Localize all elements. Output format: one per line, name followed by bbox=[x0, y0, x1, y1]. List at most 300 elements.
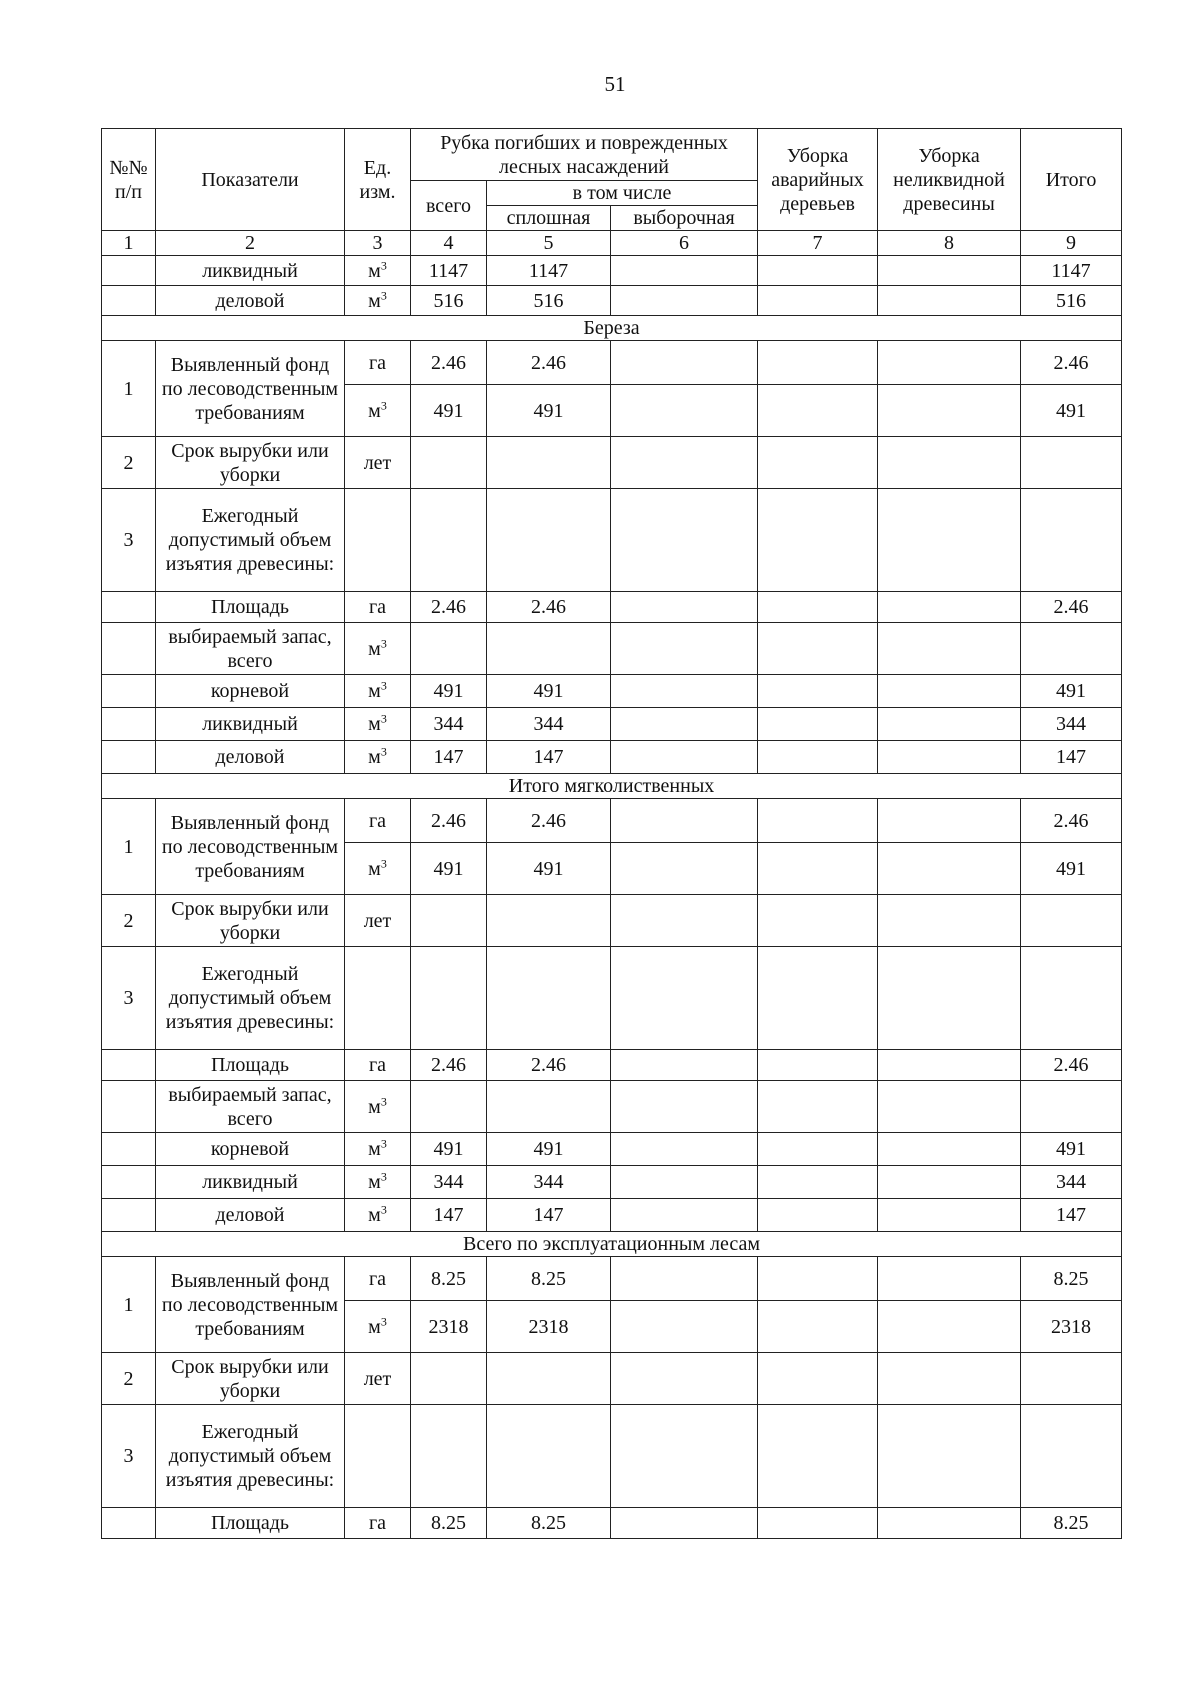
cell-text: 491 bbox=[1056, 399, 1087, 422]
empty-cell bbox=[758, 947, 878, 1050]
value-itogo bbox=[1021, 256, 1122, 286]
table-row bbox=[102, 623, 1122, 675]
row-num-cell bbox=[102, 1199, 156, 1232]
value-emergency bbox=[758, 708, 878, 741]
empty-cell bbox=[411, 489, 487, 592]
cell-text: м bbox=[368, 746, 381, 768]
row-num-cell bbox=[102, 1050, 156, 1081]
row-num-cell bbox=[102, 1166, 156, 1199]
value-illiquid bbox=[878, 1166, 1021, 1199]
cell-text: 344 bbox=[433, 713, 464, 735]
value-itogo bbox=[1021, 286, 1122, 316]
empty-cell bbox=[611, 437, 758, 489]
cell-text: 3 bbox=[123, 1445, 134, 1467]
value-itogo bbox=[1021, 1050, 1122, 1081]
cell-text: Срок вырубки или уборки bbox=[171, 897, 329, 944]
value-illiquid bbox=[878, 708, 1021, 741]
value-itogo bbox=[1021, 708, 1122, 741]
value-itogo bbox=[1021, 1508, 1122, 1539]
value-itogo bbox=[1021, 675, 1122, 708]
table-row bbox=[102, 256, 1122, 286]
indicator-cell bbox=[156, 799, 345, 895]
table-row bbox=[102, 708, 1122, 741]
cell-text: м bbox=[368, 399, 381, 422]
empty-cell bbox=[878, 341, 1021, 385]
cell-text: м bbox=[368, 637, 381, 660]
table-row bbox=[102, 1050, 1122, 1081]
header-itogo: Итого bbox=[1021, 129, 1122, 231]
table-row bbox=[102, 1166, 1122, 1199]
value-illiquid bbox=[878, 286, 1021, 316]
cell-text: 8.25 bbox=[431, 1512, 466, 1534]
cell-text: м bbox=[368, 1315, 381, 1338]
empty-cell bbox=[1021, 1353, 1122, 1405]
value-clear bbox=[487, 708, 611, 741]
indicator-cell bbox=[156, 286, 345, 316]
value-illiquid bbox=[878, 1050, 1021, 1081]
cell-text: Всего по эксплуатационным лесам bbox=[463, 1233, 760, 1255]
row-num-cell bbox=[102, 947, 156, 1050]
table-row bbox=[102, 437, 1122, 489]
row-num-cell bbox=[102, 341, 156, 437]
unit-cell bbox=[345, 895, 411, 947]
cell-text: 1 bbox=[123, 377, 134, 400]
value-selective bbox=[611, 592, 758, 623]
unit-cell bbox=[345, 256, 411, 286]
empty-cell bbox=[758, 1081, 878, 1133]
empty-cell bbox=[878, 437, 1021, 489]
cell-text: Площадь bbox=[211, 1512, 289, 1534]
unit-superscript: 3 bbox=[380, 1313, 387, 1328]
empty-cell bbox=[1021, 947, 1122, 1050]
row-num-cell bbox=[102, 1257, 156, 1353]
row-num-cell bbox=[102, 675, 156, 708]
value-itogo bbox=[1021, 1301, 1122, 1353]
indicator-cell bbox=[156, 256, 345, 286]
cell-text: Ежегодный допустимый объем изъятия древесины: bbox=[165, 1421, 335, 1491]
unit-superscript: 3 bbox=[380, 711, 387, 726]
cell-text: 2.46 bbox=[431, 809, 466, 832]
indicator-cell bbox=[156, 1050, 345, 1081]
value-itogo bbox=[1021, 741, 1122, 774]
cell-text: 1147 bbox=[528, 259, 569, 282]
cell-text: ликвидный bbox=[202, 713, 298, 735]
cell-text: м bbox=[368, 259, 381, 282]
empty-cell bbox=[878, 895, 1021, 947]
empty-cell bbox=[611, 385, 758, 437]
value-total bbox=[411, 843, 487, 895]
header-row-1 bbox=[102, 129, 1122, 181]
empty-cell bbox=[611, 1301, 758, 1353]
value-total bbox=[411, 799, 487, 843]
cell-text: Срок вырубки или уборки bbox=[171, 439, 329, 486]
table-row bbox=[102, 1508, 1122, 1539]
row-num-cell bbox=[102, 286, 156, 316]
cell-text: 2318 bbox=[428, 1315, 469, 1338]
value-emergency bbox=[758, 1166, 878, 1199]
value-itogo bbox=[1021, 1257, 1122, 1301]
value-total bbox=[411, 708, 487, 741]
cell-text: 147 bbox=[1056, 746, 1087, 768]
value-illiquid bbox=[878, 592, 1021, 623]
table-row bbox=[102, 341, 1122, 385]
table-row bbox=[102, 286, 1122, 316]
value-illiquid bbox=[878, 741, 1021, 774]
header-selective: выборочная bbox=[611, 206, 758, 231]
indicator-cell bbox=[156, 489, 345, 592]
value-clear bbox=[487, 799, 611, 843]
indicator-cell bbox=[156, 708, 345, 741]
cell-text: Итого мягколиственных bbox=[508, 775, 715, 797]
empty-cell bbox=[411, 1353, 487, 1405]
header-clear: сплошная bbox=[487, 206, 611, 231]
cell-text: 8.25 bbox=[1053, 1512, 1089, 1534]
unit-cell bbox=[345, 385, 411, 437]
cell-text: м bbox=[368, 1095, 381, 1118]
empty-cell bbox=[487, 1405, 611, 1508]
row-num-cell bbox=[102, 1508, 156, 1539]
cell-text: 491 bbox=[433, 680, 464, 702]
cell-text: 491 bbox=[1056, 857, 1087, 880]
unit-superscript: 3 bbox=[380, 257, 387, 272]
value-clear bbox=[487, 1257, 611, 1301]
empty-cell bbox=[878, 385, 1021, 437]
value-total bbox=[411, 1301, 487, 1353]
cell-text: 8.25 bbox=[531, 1267, 566, 1290]
value-selective bbox=[611, 1199, 758, 1232]
empty-cell bbox=[411, 1081, 487, 1133]
indicator-cell bbox=[156, 1199, 345, 1232]
unit-cell bbox=[345, 1133, 411, 1166]
value-selective bbox=[611, 1508, 758, 1539]
row-num-cell bbox=[102, 895, 156, 947]
empty-cell bbox=[487, 437, 611, 489]
empty-cell bbox=[611, 947, 758, 1050]
value-illiquid bbox=[878, 1508, 1021, 1539]
cell-text: 2.46 bbox=[531, 809, 566, 832]
value-clear bbox=[487, 843, 611, 895]
row-num-cell bbox=[102, 256, 156, 286]
value-clear bbox=[487, 256, 611, 286]
value-itogo bbox=[1021, 1133, 1122, 1166]
empty-cell bbox=[878, 947, 1021, 1050]
row-num-cell bbox=[102, 623, 156, 675]
cell-text: 2.46 bbox=[531, 596, 566, 618]
cell-text: 2.46 bbox=[431, 1054, 466, 1076]
cell-text: 2 bbox=[123, 909, 134, 932]
value-clear bbox=[487, 385, 611, 437]
cell-text: 491 bbox=[433, 1138, 464, 1160]
table-row bbox=[102, 895, 1122, 947]
table-row bbox=[102, 1257, 1122, 1301]
unit-cell bbox=[345, 843, 411, 895]
indicator-cell bbox=[156, 1405, 345, 1508]
cell-text: м bbox=[368, 1204, 381, 1226]
empty-cell bbox=[487, 895, 611, 947]
unit-cell bbox=[345, 1353, 411, 1405]
indicator-cell bbox=[156, 623, 345, 675]
empty-cell bbox=[758, 437, 878, 489]
empty-cell bbox=[611, 843, 758, 895]
cell-text: м bbox=[368, 289, 381, 312]
value-clear bbox=[487, 1050, 611, 1081]
empty-cell bbox=[345, 489, 411, 592]
cell-text: 491 bbox=[1056, 680, 1087, 702]
unit-superscript: 3 bbox=[380, 1169, 387, 1184]
value-total bbox=[411, 256, 487, 286]
empty-cell bbox=[611, 1353, 758, 1405]
cell-text: 147 bbox=[533, 746, 564, 768]
value-illiquid bbox=[878, 1199, 1021, 1232]
cell-text: 2.46 bbox=[1053, 1054, 1089, 1076]
value-total bbox=[411, 1199, 487, 1232]
empty-cell bbox=[487, 1353, 611, 1405]
section-title bbox=[102, 774, 1122, 799]
value-selective bbox=[611, 675, 758, 708]
cell-text: 147 bbox=[1056, 1204, 1087, 1226]
cell-text: 1147 bbox=[428, 259, 469, 282]
value-itogo bbox=[1021, 1199, 1122, 1232]
cell-text: 491 bbox=[533, 857, 564, 880]
unit-superscript: 3 bbox=[380, 1136, 387, 1151]
cell-text: га bbox=[368, 351, 387, 374]
empty-cell bbox=[1021, 437, 1122, 489]
value-total bbox=[411, 675, 487, 708]
unit-cell bbox=[345, 675, 411, 708]
cell-text: 1 bbox=[123, 835, 134, 858]
cell-text: 8.25 bbox=[531, 1512, 566, 1534]
unit-cell bbox=[345, 592, 411, 623]
value-total bbox=[411, 1133, 487, 1166]
value-itogo bbox=[1021, 1166, 1122, 1199]
value-clear bbox=[487, 1301, 611, 1353]
unit-cell bbox=[345, 623, 411, 675]
indicator-cell bbox=[156, 741, 345, 774]
cell-text: 2.46 bbox=[431, 351, 466, 374]
cell-text: м bbox=[368, 1138, 381, 1160]
unit-superscript: 3 bbox=[380, 397, 387, 412]
cell-text: 344 bbox=[1056, 713, 1087, 735]
cell-text: 344 bbox=[533, 713, 564, 735]
page-number: 51 bbox=[604, 72, 626, 96]
table-row bbox=[102, 947, 1122, 1050]
value-selective bbox=[611, 708, 758, 741]
cell-text: 8.25 bbox=[431, 1267, 466, 1290]
empty-cell bbox=[878, 1257, 1021, 1301]
cell-text: выбираемый запас, всего bbox=[168, 625, 332, 672]
cell-text: га bbox=[368, 809, 387, 832]
cell-text: Ежегодный допустимый объем изъятия древесины: bbox=[165, 505, 335, 575]
cell-text: 3 bbox=[123, 987, 134, 1009]
empty-cell bbox=[758, 895, 878, 947]
empty-cell bbox=[487, 623, 611, 675]
row-num-cell bbox=[102, 1353, 156, 1405]
value-illiquid bbox=[878, 1133, 1021, 1166]
cell-text: 491 bbox=[533, 680, 564, 702]
empty-cell bbox=[878, 1353, 1021, 1405]
indicator-cell bbox=[156, 437, 345, 489]
empty-cell bbox=[411, 947, 487, 1050]
header-felling: Рубка погибших и поврежденных лесных насаждений bbox=[411, 129, 758, 181]
cell-text: 3 bbox=[123, 529, 134, 551]
unit-superscript: 3 bbox=[380, 744, 387, 759]
table-row bbox=[102, 675, 1122, 708]
cell-text: м bbox=[368, 857, 381, 880]
cell-text: 2.46 bbox=[431, 596, 466, 618]
unit-superscript: 3 bbox=[380, 635, 387, 650]
unit-superscript: 3 bbox=[380, 855, 387, 870]
cell-text: 516 bbox=[533, 289, 564, 312]
value-clear bbox=[487, 592, 611, 623]
table-row bbox=[102, 1199, 1122, 1232]
section-title-row bbox=[102, 774, 1122, 799]
empty-cell bbox=[758, 799, 878, 843]
col-num: 4 bbox=[411, 231, 487, 256]
table-row bbox=[102, 592, 1122, 623]
indicator-cell bbox=[156, 1081, 345, 1133]
unit-superscript: 3 bbox=[380, 1202, 387, 1217]
cell-text: 147 bbox=[533, 1204, 564, 1226]
table-row bbox=[102, 1133, 1122, 1166]
value-selective bbox=[611, 741, 758, 774]
cell-text: деловой bbox=[215, 746, 285, 768]
value-clear bbox=[487, 1133, 611, 1166]
empty-cell bbox=[878, 1405, 1021, 1508]
unit-superscript: 3 bbox=[380, 287, 387, 302]
cell-text: га bbox=[368, 596, 387, 618]
col-num: 5 bbox=[487, 231, 611, 256]
cell-text: га bbox=[368, 1054, 387, 1076]
value-emergency bbox=[758, 286, 878, 316]
cell-text: 2.46 bbox=[531, 1054, 566, 1076]
cell-text: 344 bbox=[533, 1171, 564, 1193]
row-num-cell bbox=[102, 437, 156, 489]
value-total bbox=[411, 592, 487, 623]
col-num: 9 bbox=[1021, 231, 1122, 256]
empty-cell bbox=[758, 623, 878, 675]
row-num-cell bbox=[102, 799, 156, 895]
empty-cell bbox=[878, 1081, 1021, 1133]
cell-text: 8.25 bbox=[1053, 1267, 1089, 1290]
cell-text: 491 bbox=[533, 399, 564, 422]
col-num: 2 bbox=[156, 231, 345, 256]
value-total bbox=[411, 286, 487, 316]
section-title bbox=[102, 316, 1122, 341]
value-emergency bbox=[758, 256, 878, 286]
cell-text: ликвидный bbox=[202, 259, 298, 282]
empty-cell bbox=[878, 489, 1021, 592]
table-row bbox=[102, 1405, 1122, 1508]
value-illiquid bbox=[878, 256, 1021, 286]
cell-text: м bbox=[368, 713, 381, 735]
value-itogo bbox=[1021, 592, 1122, 623]
value-selective bbox=[611, 1166, 758, 1199]
cell-text: 516 bbox=[433, 289, 464, 312]
unit-superscript: 3 bbox=[380, 1093, 387, 1108]
value-illiquid bbox=[878, 675, 1021, 708]
cell-text: Выявленный фонд по лесоводственным требованиям bbox=[161, 1269, 339, 1340]
value-clear bbox=[487, 1166, 611, 1199]
row-num-cell bbox=[102, 489, 156, 592]
cell-text: Выявленный фонд по лесоводственным требованиям bbox=[161, 353, 339, 424]
empty-cell bbox=[611, 623, 758, 675]
value-clear bbox=[487, 286, 611, 316]
empty-cell bbox=[758, 1301, 878, 1353]
cell-text: 2 bbox=[123, 451, 134, 474]
empty-cell bbox=[611, 489, 758, 592]
col-num: 7 bbox=[758, 231, 878, 256]
cell-text: деловой bbox=[215, 289, 285, 312]
value-total bbox=[411, 741, 487, 774]
table-row bbox=[102, 741, 1122, 774]
section-title-row bbox=[102, 316, 1122, 341]
empty-cell bbox=[878, 843, 1021, 895]
cell-text: 491 bbox=[433, 857, 464, 880]
unit-cell bbox=[345, 1081, 411, 1133]
empty-cell bbox=[487, 947, 611, 1050]
value-clear bbox=[487, 341, 611, 385]
col-num: 1 bbox=[102, 231, 156, 256]
table-row bbox=[102, 1081, 1122, 1133]
cell-text: корневой bbox=[210, 1138, 290, 1160]
empty-cell bbox=[611, 1405, 758, 1508]
empty-cell bbox=[411, 623, 487, 675]
indicator-cell bbox=[156, 1133, 345, 1166]
empty-cell bbox=[611, 341, 758, 385]
value-emergency bbox=[758, 1050, 878, 1081]
value-selective bbox=[611, 256, 758, 286]
col-num: 3 bbox=[345, 231, 411, 256]
indicator-cell bbox=[156, 1353, 345, 1405]
empty-cell bbox=[487, 1081, 611, 1133]
indicator-cell bbox=[156, 947, 345, 1050]
table-row bbox=[102, 1353, 1122, 1405]
empty-cell bbox=[345, 1405, 411, 1508]
value-itogo bbox=[1021, 341, 1122, 385]
empty-cell bbox=[878, 623, 1021, 675]
cell-text: 2.46 bbox=[1053, 351, 1089, 374]
value-itogo bbox=[1021, 843, 1122, 895]
indicator-cell bbox=[156, 895, 345, 947]
unit-cell bbox=[345, 341, 411, 385]
table-row bbox=[102, 799, 1122, 843]
cell-text: 491 bbox=[1056, 1138, 1087, 1160]
section-title-row bbox=[102, 1232, 1122, 1257]
indicator-cell bbox=[156, 1257, 345, 1353]
row-num-cell bbox=[102, 1405, 156, 1508]
indicator-cell bbox=[156, 1508, 345, 1539]
empty-cell bbox=[758, 843, 878, 895]
row-num-cell bbox=[102, 1081, 156, 1133]
header-unit: Ед. изм. bbox=[345, 129, 411, 231]
value-total bbox=[411, 341, 487, 385]
indicator-cell bbox=[156, 675, 345, 708]
cell-text: 1 bbox=[123, 1293, 134, 1316]
value-clear bbox=[487, 675, 611, 708]
cell-text: 2.46 bbox=[531, 351, 566, 374]
value-clear bbox=[487, 1508, 611, 1539]
empty-cell bbox=[611, 799, 758, 843]
empty-cell bbox=[758, 385, 878, 437]
cell-text: Ежегодный допустимый объем изъятия древесины: bbox=[165, 963, 335, 1033]
empty-cell bbox=[611, 895, 758, 947]
empty-cell bbox=[758, 1353, 878, 1405]
value-selective bbox=[611, 1050, 758, 1081]
row-num-cell bbox=[102, 741, 156, 774]
value-emergency bbox=[758, 1508, 878, 1539]
value-emergency bbox=[758, 1199, 878, 1232]
cell-text: Береза bbox=[583, 317, 640, 339]
